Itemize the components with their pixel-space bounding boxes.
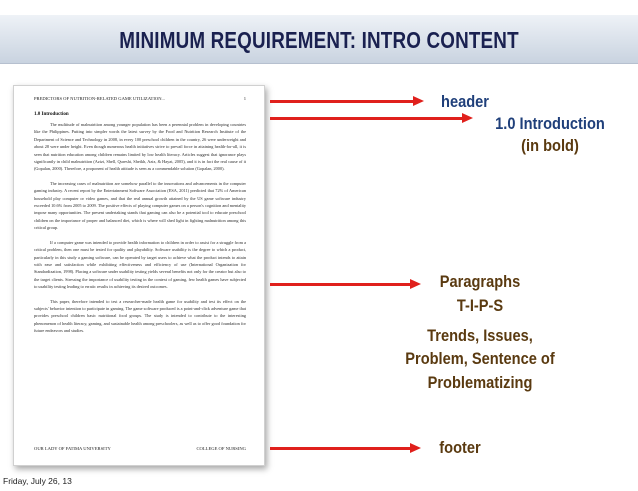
intro-label: 1.0 Introduction bbox=[495, 114, 605, 133]
document-paragraph: The multitude of malnutrition among younger population has been a perennial problem in developing countries like the Philippines. Putting into simpler words the latest survey by the Food and Nutrition Research Institute of the Department of Science and Technology in 2008, in every 100 preschool children in the country, 26 were underweight and about 28 were under height. Even though numerous health initiatives strive to prevail force in attaining health-for-all, it is seen that nutrition education among children remains limited by low health literacy. Articles suggest that ignorance plays significantly in child malnutrition (Azizi, Shell, Qureshi, Sheikh, Aziz, & Hayat, 2005), and it is in fact the real cause of it (Gopalan, 2000). Therefore, a proponent of health attitude is seen as a commendable solution (Gopalan, 2000). bbox=[34, 122, 246, 172]
arrow-head-icon bbox=[410, 443, 421, 453]
arrow-head-icon bbox=[462, 113, 473, 123]
document-footer-left: OUR LADY OF FATIMA UNIVERSITY bbox=[34, 446, 111, 451]
document-footer bbox=[34, 446, 246, 451]
document-content bbox=[34, 96, 246, 342]
tips-line-1: Trends, Issues, bbox=[427, 326, 533, 345]
document-header bbox=[34, 96, 246, 101]
paragraphs-label: Paragraphs bbox=[439, 272, 521, 291]
document-heading: 1.0 Introduction bbox=[34, 112, 69, 117]
document-paragraph: If a computer game was intended to provide health information to children in order to assist for a struggle from a critical problem, then one must be tested for quality and playability. Software usability is the degree to which a product, particularly in this study a gaming software, can be operated by target users to achieve what the product intends to attain with ease and satisfaction while exhibiting effectiveness and efficiency of use (International Organization for Standardization, 1998). Placing a software under usability testing yields several benefits not only for the creator but also to the target clients. Stressing the importance of usability testing in the context of gaming, few health games have subjected to usability testing leading to erratic results in achieving its desired outcomes. bbox=[34, 239, 246, 290]
arrow-head-icon bbox=[413, 96, 424, 106]
document-paragraph: This paper, therefore intended to test a researcher-made health game for usability and test its effect on the subjects' behavior intention to participate in gaming. The game software produced is a point-and-click adventure game that provides preschool children basic nutritional food groups. The study is intended to contribute to the interesting phenomenon of health literacy, gaming, and sustainable health among preschoolers, as well as to offer good foundation for future endeavors and studies. bbox=[34, 298, 246, 334]
footer-arrow bbox=[270, 447, 412, 450]
header-label: header bbox=[441, 92, 489, 111]
header-arrow bbox=[270, 100, 415, 103]
intro-arrow bbox=[270, 117, 464, 120]
tips-line-2: Problem, Sentence of bbox=[405, 349, 555, 368]
tips-label: T-I-P-S bbox=[456, 296, 504, 315]
document-footer-right: COLLEGE OF NURSING bbox=[196, 446, 246, 451]
document-page bbox=[13, 85, 265, 466]
intro-bold-note: (in bold) bbox=[521, 136, 579, 155]
document-paragraph: The increasing cases of malnutrition are somehow parallel to the innovations and advancements in the computer gaming industry. A recent report by the Entertainment Software Association (ESA, 2011) predicted that 72% of American household play computer or video games, and that the real annual growth attained by the US game software industry exceeded 10.6% from 2005 to 2009. The positive effects of playing computer games on a person's cognition and mentality impose many opportunities. The present undertaking stands that gaming can also be a potential tool to educate preschool children on the importance of proper and balanced diet, which is where will shed light in fighting malnutrition among this critical group. bbox=[34, 180, 246, 231]
document-header-title: PREDICTORS OF NUTRITION-RELATED GAME UTILIZATION... bbox=[34, 96, 165, 101]
document-page-number: 1 bbox=[243, 96, 246, 101]
footer-label: footer bbox=[439, 438, 481, 457]
slide-title: MINIMUM REQUIREMENT: INTRO CONTENT bbox=[119, 27, 519, 53]
tips-line-3: Problematizing bbox=[427, 373, 533, 392]
paragraphs-arrow bbox=[270, 283, 412, 286]
slide-date: Friday, July 26, 13 bbox=[3, 476, 72, 486]
